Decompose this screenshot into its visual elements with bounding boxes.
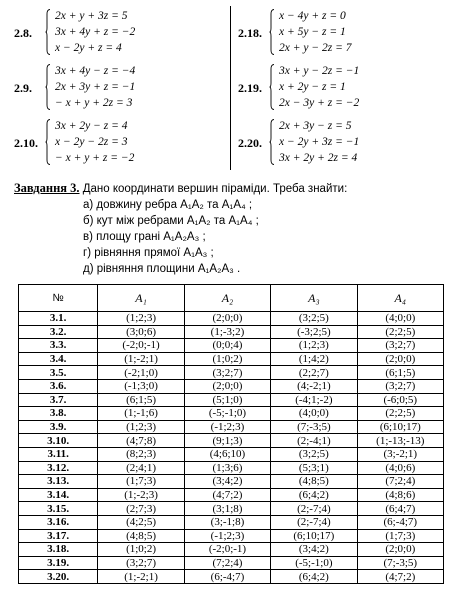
vertices-table — [18, 284, 444, 584]
coordinate-cell: (2;4;1) — [98, 461, 184, 475]
coordinate-cell: (0;0;4) — [184, 339, 270, 353]
equation: 3x + 2y + 2z = 4 — [279, 152, 358, 164]
equation: x − 4y + z = 0 — [279, 10, 346, 22]
table-row — [19, 447, 444, 461]
row-number-cell: 3.8. — [19, 407, 98, 421]
brace-icon — [269, 64, 275, 110]
task-item: б) кут між ребрами A₁A₂ та A₁A₄ ; — [83, 215, 259, 227]
row-number-cell: 3.16. — [19, 515, 98, 529]
coordinate-cell: (2;-7;4) — [271, 502, 357, 516]
coordinate-cell: (1;-1;6) — [98, 407, 184, 421]
table-row — [19, 543, 444, 557]
coordinate-cell: (4;8;6) — [357, 488, 443, 502]
coordinate-cell: (2;-7;4) — [271, 515, 357, 529]
table-row — [19, 570, 444, 584]
coordinate-cell: (4;7;2) — [184, 488, 270, 502]
coordinate-cell: (6;10;17) — [357, 420, 443, 434]
coordinate-cell: (3;2;7) — [184, 366, 270, 380]
coordinate-cell: (6;4;7) — [357, 502, 443, 516]
column-header-number: № — [19, 285, 98, 312]
row-number-cell: 3.3. — [19, 339, 98, 353]
coordinate-cell: (4;8;5) — [271, 475, 357, 489]
coordinate-cell: (3;1;8) — [184, 502, 270, 516]
coordinate-cell: (7;2;4) — [357, 475, 443, 489]
coordinate-cell: (5;3;1) — [271, 461, 357, 475]
row-number-cell: 3.6. — [19, 379, 98, 393]
table-row — [19, 339, 444, 353]
coordinate-cell: (1;2;3) — [271, 339, 357, 353]
coordinate-cell: (3;2;7) — [357, 379, 443, 393]
row-number-cell: 3.4. — [19, 352, 98, 366]
coordinate-cell: (1;7;3) — [98, 475, 184, 489]
table-row — [19, 488, 444, 502]
coordinate-cell: (2;0;0) — [184, 312, 270, 326]
brace-icon — [269, 119, 275, 165]
table-row — [19, 475, 444, 489]
system-number: 2.20. — [238, 136, 262, 150]
row-number-cell: 3.10. — [19, 434, 98, 448]
coordinate-cell: (2;0;0) — [184, 379, 270, 393]
row-number-cell: 3.2. — [19, 325, 98, 339]
table-row — [19, 420, 444, 434]
coordinate-cell: (-5;-1;0) — [271, 556, 357, 570]
table-row — [19, 366, 444, 380]
coordinate-cell: (7;-3;5) — [271, 420, 357, 434]
system-number: 2.8. — [14, 26, 32, 40]
coordinate-cell: (1;7;3) — [357, 529, 443, 543]
brace-icon — [45, 9, 51, 55]
coordinate-cell: (4;7;8) — [98, 434, 184, 448]
coordinate-cell: (4;2;5) — [98, 515, 184, 529]
equation: 3x + 4y + z = −2 — [55, 26, 136, 38]
coordinate-cell: (6;-4;7) — [357, 515, 443, 529]
coordinate-cell: (4;6;10) — [184, 447, 270, 461]
coordinate-cell: (1;3;6) — [184, 461, 270, 475]
coordinate-cell: (1;0;2) — [98, 543, 184, 557]
equation-systems — [0, 0, 451, 172]
coordinate-cell: (6;1;5) — [98, 393, 184, 407]
coordinate-cell: (4;-2;1) — [271, 379, 357, 393]
coordinate-cell: (-1;2;3) — [184, 420, 270, 434]
coordinate-cell: (4;0;0) — [271, 407, 357, 421]
equation: x + 2y − z = 1 — [279, 81, 346, 93]
table-header-row — [19, 285, 444, 312]
equation: 2x + y + 3z = 5 — [55, 10, 128, 22]
coordinate-cell: (8;2;3) — [98, 447, 184, 461]
coordinate-cell: (3;-2;1) — [357, 447, 443, 461]
task-label: Завдання 3. — [14, 181, 80, 195]
coordinate-cell: (6;-4;7) — [184, 570, 270, 584]
coordinate-cell: (-4;1;-2) — [271, 393, 357, 407]
coordinate-cell: (-2;1;0) — [98, 366, 184, 380]
equation: x − 2y + z = 4 — [55, 42, 122, 54]
task-item: г) рівняння прямої A₁A₃ ; — [83, 247, 214, 259]
table-row — [19, 352, 444, 366]
coordinate-cell: (-3;2;5) — [271, 325, 357, 339]
row-number-cell: 3.5. — [19, 366, 98, 380]
coordinate-cell: (2;7;3) — [98, 502, 184, 516]
brace-icon — [45, 64, 51, 110]
equation: 2x + y − 2z = 7 — [279, 42, 352, 54]
task-3 — [14, 180, 444, 277]
coordinate-cell: (9;1;3) — [184, 434, 270, 448]
column-header-a2: A₂ — [184, 285, 270, 312]
coordinate-cell: (2;-4;1) — [271, 434, 357, 448]
row-number-cell: 3.12. — [19, 461, 98, 475]
coordinate-cell: (3;4;2) — [184, 475, 270, 489]
table-row — [19, 529, 444, 543]
task-intro: Дано координати вершин піраміди. Треба знайти: — [79, 183, 348, 195]
coordinate-cell: (6;4;2) — [271, 570, 357, 584]
equation: 3x + 4y − z = −4 — [55, 65, 136, 77]
coordinate-cell: (-2;0;-1) — [98, 339, 184, 353]
coordinate-cell: (3;2;7) — [98, 556, 184, 570]
coordinate-cell: (1;2;3) — [98, 312, 184, 326]
table-row — [19, 312, 444, 326]
coordinate-cell: (3;-1;8) — [184, 515, 270, 529]
brace-icon — [45, 119, 51, 165]
coordinate-cell: (-1;2;3) — [184, 529, 270, 543]
equation: 2x + 3y + z = −1 — [55, 81, 136, 93]
coordinate-cell: (7;2;4) — [184, 556, 270, 570]
coordinate-cell: (1;-2;1) — [98, 352, 184, 366]
coordinate-cell: (4;0;0) — [357, 312, 443, 326]
coordinate-cell: (2;2;5) — [357, 325, 443, 339]
coordinate-cell: (3;2;5) — [271, 447, 357, 461]
column-header-a3: A₃ — [271, 285, 357, 312]
equation: x + 5y − z = 1 — [279, 26, 346, 38]
coordinate-cell: (2;0;0) — [357, 543, 443, 557]
coordinate-cell: (1;-2;1) — [98, 570, 184, 584]
table-row — [19, 461, 444, 475]
coordinate-cell: (4;7;2) — [357, 570, 443, 584]
table-row — [19, 502, 444, 516]
table-row — [19, 556, 444, 570]
system-number: 2.10. — [14, 136, 38, 150]
coordinate-cell: (1;4;2) — [271, 352, 357, 366]
coordinate-cell: (1;-3;2) — [184, 325, 270, 339]
column-header-a1: A₁ — [98, 285, 184, 312]
row-number-cell: 3.14. — [19, 488, 98, 502]
coordinate-cell: (6;1;5) — [357, 366, 443, 380]
task-heading — [14, 180, 444, 197]
table-row — [19, 434, 444, 448]
row-number-cell: 3.17. — [19, 529, 98, 543]
table-row — [19, 325, 444, 339]
system-number: 2.18. — [238, 26, 262, 40]
row-number-cell: 3.19. — [19, 556, 98, 570]
coordinate-cell: (6;10;17) — [271, 529, 357, 543]
row-number-cell: 3.11. — [19, 447, 98, 461]
task-item: д) рівняння площини A₁A₂A₃ . — [83, 263, 241, 275]
row-number-cell: 3.20. — [19, 570, 98, 584]
equation: 2x − 3y + z = −2 — [279, 97, 360, 109]
equation: − x + y + z = −2 — [55, 152, 135, 164]
coordinate-cell: (2;2;5) — [357, 407, 443, 421]
coordinate-cell: (3;2;7) — [357, 339, 443, 353]
table-body — [19, 312, 444, 584]
brace-icon — [269, 9, 275, 55]
coordinate-cell: (3;0;6) — [98, 325, 184, 339]
task-item: в) площу грані A₁A₂A₃ ; — [83, 231, 206, 243]
coordinate-cell: (1;0;2) — [184, 352, 270, 366]
coordinate-cell: (6;4;2) — [271, 488, 357, 502]
coordinate-cell: (3;2;5) — [271, 312, 357, 326]
equation: 3x + y − 2z = −1 — [279, 65, 360, 77]
task-items — [14, 197, 444, 277]
equation: 2x + 3y − z = 5 — [279, 120, 352, 132]
coordinate-cell: (-1;3;0) — [98, 379, 184, 393]
column-divider — [230, 6, 231, 170]
table-row — [19, 407, 444, 421]
equation: x − 2y − 2z = 3 — [55, 136, 128, 148]
coordinate-cell: (-5;-1;0) — [184, 407, 270, 421]
row-number-cell: 3.1. — [19, 312, 98, 326]
coordinate-cell: (2;0;0) — [357, 352, 443, 366]
row-number-cell: 3.7. — [19, 393, 98, 407]
system-number: 2.19. — [238, 81, 262, 95]
coordinate-cell: (1;2;3) — [98, 420, 184, 434]
equation: − x + y + 2z = 3 — [55, 97, 133, 109]
coordinate-cell: (2;2;7) — [271, 366, 357, 380]
coordinate-cell: (7;-3;5) — [357, 556, 443, 570]
coordinate-cell: (-2;0;-1) — [184, 543, 270, 557]
table-row — [19, 393, 444, 407]
coordinate-cell: (1;-13;-13) — [357, 434, 443, 448]
table-row — [19, 379, 444, 393]
task-item: а) довжину ребра A₁A₂ та A₁A₄ ; — [83, 199, 253, 211]
row-number-cell: 3.18. — [19, 543, 98, 557]
table-row — [19, 515, 444, 529]
row-number-cell: 3.9. — [19, 420, 98, 434]
column-header-a4: A₄ — [357, 285, 443, 312]
coordinate-cell: (4;0;6) — [357, 461, 443, 475]
row-number-cell: 3.13. — [19, 475, 98, 489]
coordinate-cell: (3;4;2) — [271, 543, 357, 557]
coordinate-cell: (1;-2;3) — [98, 488, 184, 502]
coordinate-cell: (5;1;0) — [184, 393, 270, 407]
row-number-cell: 3.15. — [19, 502, 98, 516]
coordinate-cell: (4;8;5) — [98, 529, 184, 543]
equation: 3x + 2y − z = 4 — [55, 120, 128, 132]
equation: x − 2y + 3z = −1 — [279, 136, 360, 148]
coordinate-cell: (-6;0;5) — [357, 393, 443, 407]
system-number: 2.9. — [14, 81, 32, 95]
